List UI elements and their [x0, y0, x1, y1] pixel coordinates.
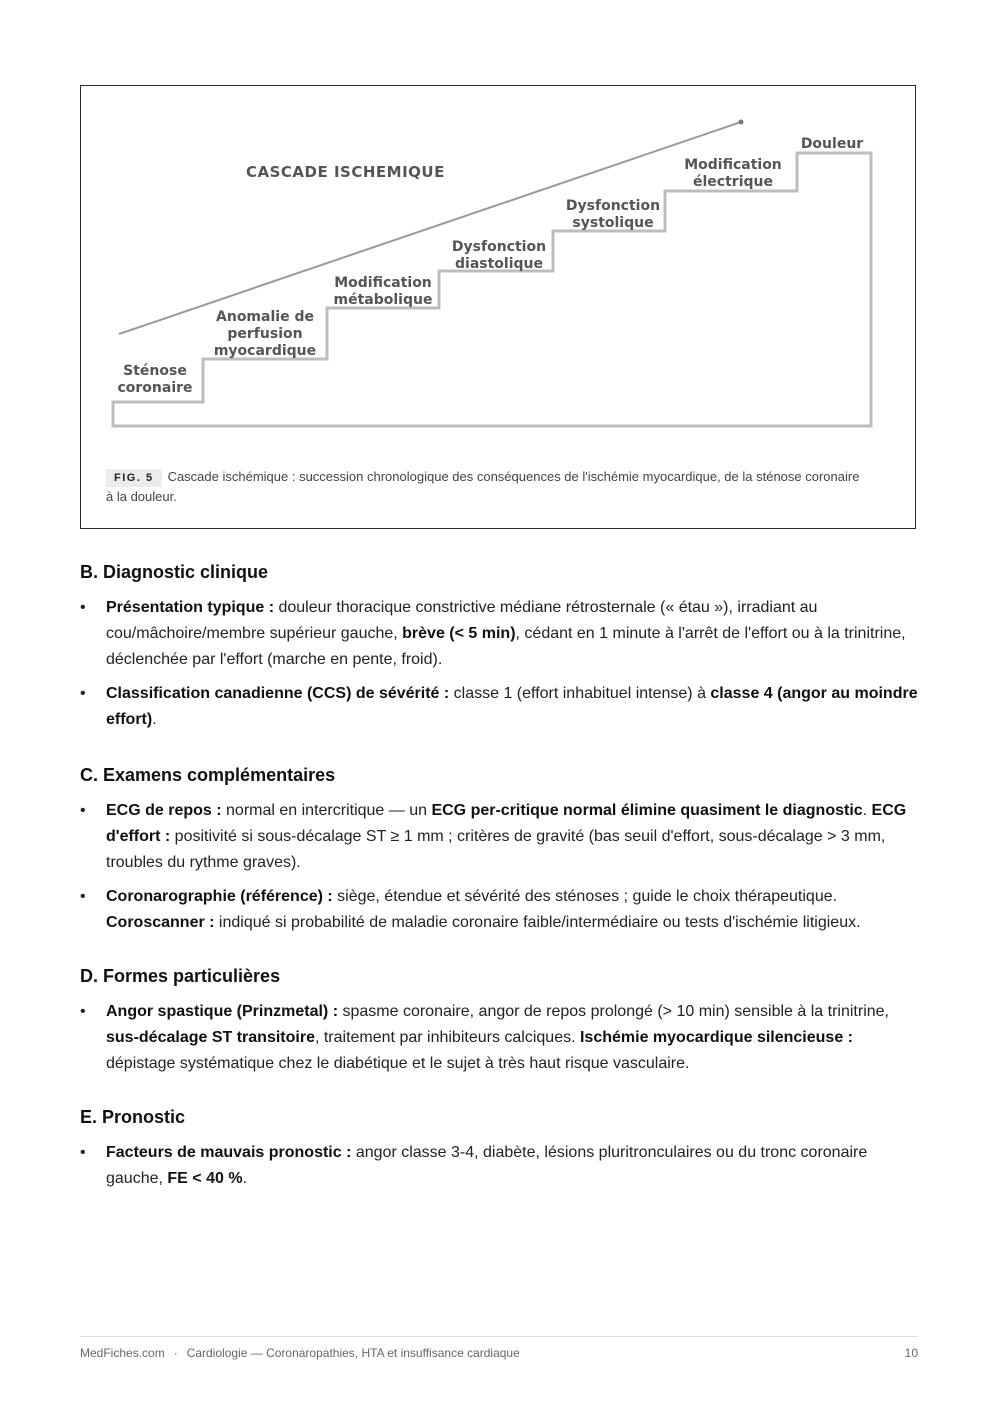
list-item	[80, 999, 920, 1077]
step-3-line1: Modification	[334, 275, 432, 291]
section-formes-particulieres	[80, 965, 920, 1085]
footer-site: MedFiches.com	[80, 1346, 165, 1360]
footer-subject: Cardiologie — Coronaropathies, HTA et insuffisance cardiaque	[186, 1346, 520, 1360]
item-text: siège, étendue et sévérité des sténoses ; guide le choix thérapeutique.	[332, 888, 838, 905]
item-text: spasme coronaire, angor de repos prolongé (> 10 min) sensible à la trinitrine,	[338, 1003, 889, 1020]
figure-label: FIG. 5	[106, 469, 162, 487]
bold-term: Ischémie myocardique silencieuse :	[579, 1029, 853, 1046]
ischemic-cascade-diagram	[81, 86, 915, 456]
section-title: D. Formes particulières	[80, 966, 281, 986]
bold-term: ECG de repos :	[106, 802, 222, 819]
bold-term: Présentation typique :	[106, 599, 275, 616]
bold-term: Facteurs de mauvais pronostic :	[106, 1144, 352, 1161]
section-title: C. Examens complémentaires	[80, 765, 336, 785]
item-text: douleur thoracique constrictive médiane rétrosternale (« étau »), irradiant au cou/mâchoire/membre supérieur gauche,	[106, 599, 818, 642]
item-text: normal en intercritique — un	[221, 802, 432, 819]
step-4-line1: Dysfonction	[451, 239, 547, 255]
figure-caption-text: Cascade ischémique : succession chronologique des conséquences de l'ischémie myocardique, de la sténose coronaire à la douleur.	[106, 469, 860, 504]
diagram-title: CASCADE ISCHEMIQUE	[246, 163, 445, 181]
page-number: 10	[904, 1346, 918, 1360]
step-1-line2: coronaire	[117, 380, 193, 396]
item-text: indiqué si probabilité de maladie coronaire faible/intermédiaire ou tests d'ischémie litigieux.	[214, 914, 861, 931]
section-title: B. Diagnostic clinique	[80, 562, 269, 582]
footer-separator: ·	[173, 1346, 178, 1360]
step-2-line1: Anomalie de	[216, 309, 314, 325]
bold-term: brève (< 5 min)	[402, 625, 516, 642]
step-3-line2: métabolique	[333, 292, 433, 308]
step-2-line2: perfusion	[227, 326, 303, 342]
cascade-arrow-tip	[739, 120, 744, 125]
page-footer	[80, 1336, 918, 1361]
item-text: .	[152, 711, 157, 728]
step-1-line1: Sténose	[123, 363, 187, 379]
bold-term: Coroscanner :	[106, 914, 215, 931]
bold-term: Coronarographie (référence) :	[106, 888, 333, 905]
list-item	[80, 595, 920, 673]
figure-caption	[106, 467, 866, 507]
section-diagnostic-clinique	[80, 561, 920, 741]
bold-term: Classification canadienne (CCS) de sévérité :	[106, 685, 450, 702]
list-item	[80, 1140, 920, 1192]
step-5-line1: Dysfonction	[565, 198, 661, 214]
item-text: classe 1 (effort inhabituel intense) à	[449, 685, 711, 702]
list-item	[80, 884, 920, 936]
item-text: positivité si sous-décalage ST ≥ 1 mm ; critères de gravité (bas seuil d'effort, sous-décalage > 3 mm, troubles du rythme graves).	[106, 828, 886, 871]
bold-term: sus-décalage ST transitoire	[106, 1029, 315, 1046]
item-text: angor classe 3-4, diabète, lésions pluritronculaires ou du tronc coronaire gauche,	[106, 1144, 868, 1187]
section-pronostic	[80, 1106, 920, 1200]
item-text: .	[242, 1170, 247, 1187]
item-text: dépistage systématique chez le diabétique et le sujet à très haut risque vasculaire.	[106, 1055, 690, 1072]
figure-box	[80, 85, 916, 529]
section-title: E. Pronostic	[80, 1107, 186, 1127]
section-examens-complementaires	[80, 764, 920, 944]
bold-term: FE < 40 %	[167, 1170, 243, 1187]
list-item	[80, 681, 920, 733]
step-5-line2: systolique	[572, 215, 654, 231]
bold-term: Angor spastique (Prinzmetal) :	[106, 1003, 339, 1020]
bullet-list	[80, 1140, 920, 1192]
item-text: .	[862, 802, 872, 819]
item-text: , traitement par inhibiteurs calciques.	[314, 1029, 580, 1046]
step-4-line2: diastolique	[455, 256, 543, 272]
step-6-line1: Modification	[684, 157, 782, 173]
step-7-line1: Douleur	[800, 136, 864, 152]
bullet-list	[80, 595, 920, 733]
bold-term: ECG d'effort :	[106, 802, 907, 845]
step-6-line2: électrique	[693, 174, 773, 190]
list-item	[80, 798, 920, 876]
bold-term: classe 4 (angor au moindre effort)	[106, 685, 918, 728]
bullet-list	[80, 999, 920, 1077]
item-text: , cédant en 1 minute à l'arrêt de l'effort ou à la trinitrine, déclenchée par l'effort (marche en pente, froid).	[106, 625, 906, 668]
step-2-line3: myocardique	[213, 343, 317, 359]
bullet-list	[80, 798, 920, 936]
bold-term: ECG per-critique normal élimine quasiment le diagnostic	[431, 802, 863, 819]
staircase-outline	[113, 153, 871, 426]
